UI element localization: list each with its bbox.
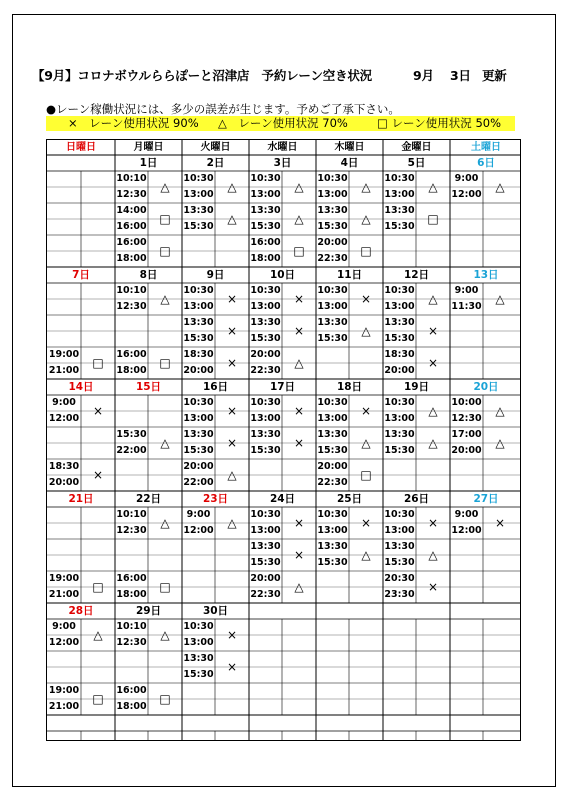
slot-start-time: 20:00 [317,461,348,472]
slot-end-time: 15:30 [250,445,281,456]
day-number: 30日 [202,605,229,617]
slot-start-time: 9:00 [52,621,76,632]
slot-end-time: 15:30 [384,445,415,456]
slot-start-time: 16:00 [116,237,147,248]
availability-mark: × [427,324,439,338]
slot-start-time: 13:30 [183,205,214,216]
slot-start-time: 10:30 [183,621,214,632]
slot-end-time: 15:30 [183,221,214,232]
availability-mark: △ [428,180,438,194]
slot-start-time: 18:30 [48,461,80,472]
availability-mark: △ [160,516,170,530]
slot-start-time: 14:00 [116,205,147,216]
legend-item-50: □ レーン使用状況 50% [377,116,502,130]
slot-start-time: 13:30 [317,541,348,552]
slot-end-time: 20:00 [384,365,415,376]
day-number: 5日 [407,157,426,169]
slot-start-time: 13:30 [183,653,214,664]
slot-end-time: 12:00 [451,189,482,200]
slot-end-time: 20:00 [183,365,214,376]
day-number: 29日 [135,605,162,617]
slot-start-time: 19:00 [48,685,80,696]
slot-end-time: 12:30 [116,525,147,536]
availability-mark: □ [159,580,171,594]
slot-start-time: 10:30 [384,509,415,520]
availability-mark: △ [428,292,438,306]
slot-end-time: 13:00 [183,189,214,200]
day-number: 2日 [206,157,225,169]
slot-start-time: 13:30 [384,205,415,216]
slot-end-time: 15:30 [384,557,415,568]
slot-end-time: 15:30 [384,333,415,344]
slot-start-time: 20:00 [250,349,281,360]
availability-mark: × [293,292,305,306]
slot-start-time: 13:30 [317,205,348,216]
availability-mark: □ [427,212,439,226]
slot-end-time: 22:30 [250,365,281,376]
slot-end-time: 12:00 [48,413,80,424]
availability-mark: △ [227,180,237,194]
slot-end-time: 15:30 [250,557,281,568]
day-number: 8日 [139,269,158,281]
day-number: 18日 [336,381,363,393]
slot-end-time: 15:30 [183,669,214,680]
slot-end-time: 21:00 [48,701,80,712]
slot-start-time: 10:30 [183,173,214,184]
slot-start-time: 9:00 [52,397,76,408]
slot-end-time: 11:30 [451,301,482,312]
slot-end-time: 13:00 [250,189,281,200]
availability-mark: × [293,324,305,338]
slot-end-time: 13:00 [183,413,214,424]
slot-end-time: 22:00 [116,445,147,456]
slot-end-time: 13:00 [384,413,415,424]
slot-start-time: 18:30 [183,349,214,360]
availability-mark: △ [361,324,371,338]
availability-mark: × [293,436,305,450]
slot-start-time: 10:10 [116,285,147,296]
day-number: 6日 [477,157,495,169]
availability-mark: × [226,324,238,338]
slot-end-time: 15:30 [384,221,415,232]
day-number: 1日 [139,157,158,169]
slot-end-time: 13:00 [384,525,415,536]
slot-start-time: 13:30 [317,317,348,328]
slot-end-time: 22:30 [250,589,281,600]
slot-start-time: 10:30 [317,285,348,296]
availability-mark: △ [495,436,505,450]
slot-end-time: 12:00 [451,525,482,536]
slot-end-time: 12:00 [48,637,80,648]
weekday-header: 土曜日 [471,142,501,153]
slot-start-time: 10:30 [250,285,281,296]
day-number: 10日 [269,269,296,281]
slot-end-time: 22:00 [183,477,214,488]
day-number: 27日 [473,493,499,505]
day-number: 25日 [336,493,363,505]
availability-mark: × [427,580,439,594]
slot-end-time: 13:00 [317,525,348,536]
availability-mark: × [427,356,439,370]
slot-start-time: 10:00 [451,397,482,408]
title-store: 【9月】コロナボウルららぽーと沼津店 予約レーン空き状況 [32,68,372,83]
day-number: 9日 [206,269,225,281]
slot-end-time: 13:00 [250,413,281,424]
slot-start-time: 16:00 [250,237,281,248]
availability-mark: △ [495,180,505,194]
availability-mark: △ [361,436,371,450]
availability-mark: □ [159,212,171,226]
availability-mark: × [226,660,238,674]
availability-mark: □ [92,356,104,370]
weekday-header: 火曜日 [200,142,231,153]
availability-mark: × [360,516,372,530]
availability-mark: △ [428,404,438,418]
availability-mark: × [226,404,238,418]
slot-end-time: 20:00 [451,445,482,456]
slot-end-time: 15:30 [250,221,281,232]
availability-mark: □ [293,244,305,258]
slot-start-time: 9:00 [186,509,211,520]
availability-mark: △ [294,356,304,370]
slot-end-time: 15:30 [183,333,214,344]
day-number: 22日 [135,493,162,505]
availability-mark: × [92,468,104,482]
title-day: 3日 [450,68,471,83]
slot-start-time: 13:30 [250,541,281,552]
slot-start-time: 10:30 [317,397,348,408]
availability-mark: □ [360,244,372,258]
day-number: 7日 [72,269,90,281]
slot-end-time: 22:30 [317,253,348,264]
slot-end-time: 23:30 [384,589,415,600]
availability-mark: △ [294,212,304,226]
slot-start-time: 13:30 [250,205,281,216]
legend-item-90: × レーン使用状況 90% [68,116,199,130]
availability-mark: △ [227,468,237,482]
availability-mark: △ [495,292,505,306]
availability-mark: △ [428,436,438,450]
day-number: 13日 [473,269,499,281]
page-title [32,66,507,84]
slot-start-time: 20:00 [250,573,281,584]
day-number: 4日 [340,157,359,169]
day-number: 16日 [202,381,229,393]
availability-mark: × [427,516,439,530]
slot-start-time: 13:30 [183,317,214,328]
slot-end-time: 16:00 [116,221,147,232]
slot-end-time: 18:00 [116,253,147,264]
availability-mark: × [360,404,372,418]
slot-end-time: 13:00 [317,189,348,200]
availability-mark: × [494,516,506,530]
slot-start-time: 13:30 [384,429,415,440]
slot-end-time: 20:00 [48,477,80,488]
notice-text: ●レーン稼働状況には、多少の誤差が生じます。予めご了承下さい。 [46,102,400,116]
weekday-header: 日曜日 [66,142,96,153]
slot-start-time: 13:30 [384,541,415,552]
slot-start-time: 10:10 [116,173,147,184]
slot-start-time: 10:30 [183,397,214,408]
slot-start-time: 20:00 [183,461,214,472]
weekday-header: 木曜日 [334,142,365,153]
slot-start-time: 13:30 [250,429,281,440]
slot-end-time: 13:00 [250,525,281,536]
slot-start-time: 16:00 [116,685,147,696]
slot-start-time: 16:00 [116,573,147,584]
slot-start-time: 19:00 [48,349,80,360]
day-number: 3日 [273,157,292,169]
title-month: 9月 [413,68,434,83]
slot-end-time: 13:00 [317,301,348,312]
day-number: 26日 [403,493,430,505]
slot-end-time: 13:00 [183,301,214,312]
slot-end-time: 18:00 [250,253,281,264]
availability-mark: × [226,356,238,370]
availability-mark: □ [159,356,171,370]
availability-mark: △ [227,212,237,226]
slot-start-time: 10:30 [183,285,214,296]
availability-mark: △ [294,580,304,594]
slot-start-time: 10:30 [250,397,281,408]
slot-end-time: 13:00 [317,413,348,424]
slot-end-time: 15:30 [317,445,348,456]
availability-mark: △ [93,628,103,642]
slot-start-time: 20:30 [384,573,415,584]
availability-mark: △ [227,516,237,530]
calendar-table [46,139,521,741]
slot-start-time: 10:10 [116,621,147,632]
slot-start-time: 10:10 [116,509,147,520]
slot-start-time: 9:00 [454,509,479,520]
availability-mark: □ [360,468,372,482]
slot-end-time: 15:30 [250,333,281,344]
slot-start-time: 18:30 [384,349,415,360]
availability-mark: △ [160,628,170,642]
availability-mark: × [360,292,372,306]
slot-end-time: 12:00 [183,525,214,536]
availability-mark: △ [294,180,304,194]
slot-start-time: 10:30 [384,173,415,184]
slot-start-time: 13:30 [183,429,214,440]
weekday-header: 月曜日 [133,142,164,153]
day-number: 23日 [202,493,229,505]
slot-end-time: 13:00 [384,301,415,312]
day-number: 17日 [269,381,296,393]
slot-end-time: 22:30 [317,477,348,488]
availability-mark: □ [159,244,171,258]
slot-end-time: 12:30 [116,637,147,648]
slot-start-time: 10:30 [250,173,281,184]
day-number: 15日 [135,381,162,393]
slot-start-time: 10:30 [317,173,348,184]
availability-mark: △ [428,548,438,562]
slot-end-time: 21:00 [48,365,80,376]
slot-start-time: 16:00 [116,349,147,360]
availability-mark: × [226,292,238,306]
availability-mark: × [293,548,305,562]
availability-mark: □ [159,692,171,706]
slot-start-time: 10:30 [317,509,348,520]
availability-mark: △ [160,180,170,194]
availability-mark: △ [160,436,170,450]
slot-end-time: 15:30 [317,333,348,344]
slot-start-time: 10:30 [384,285,415,296]
slot-end-time: 15:30 [317,557,348,568]
availability-mark: △ [361,180,371,194]
slot-end-time: 12:30 [451,413,482,424]
slot-end-time: 18:00 [116,701,147,712]
slot-end-time: 15:30 [183,445,214,456]
availability-mark: □ [92,692,104,706]
slot-start-time: 10:30 [384,397,415,408]
day-number: 24日 [269,493,296,505]
day-number: 28日 [68,605,94,617]
slot-start-time: 9:00 [454,285,479,296]
day-number: 21日 [68,493,94,505]
slot-start-time: 13:30 [384,317,415,328]
weekday-header: 金曜日 [401,142,432,153]
slot-start-time: 15:30 [116,429,147,440]
availability-mark: △ [160,292,170,306]
slot-end-time: 18:00 [116,365,147,376]
slot-end-time: 13:00 [250,301,281,312]
slot-start-time: 13:30 [317,429,348,440]
title-updated: 更新 [482,68,507,83]
availability-mark: △ [361,548,371,562]
availability-mark: × [293,516,305,530]
day-number: 14日 [68,381,94,393]
availability-mark: × [293,404,305,418]
slot-start-time: 13:30 [250,317,281,328]
day-number: 20日 [473,381,499,393]
availability-mark: × [226,436,238,450]
availability-mark: △ [361,212,371,226]
day-number: 11日 [336,269,363,281]
slot-start-time: 17:00 [451,429,482,440]
legend-item-70: △ レーン使用状況 70% [218,116,348,130]
legend-bar [46,116,515,131]
slot-start-time: 19:00 [48,573,80,584]
slot-end-time: 15:30 [317,221,348,232]
slot-end-time: 13:00 [384,189,415,200]
availability-mark: × [92,404,104,418]
slot-start-time: 10:30 [250,509,281,520]
day-number: 19日 [403,381,430,393]
slot-end-time: 12:30 [116,301,147,312]
slot-start-time: 20:00 [317,237,348,248]
slot-start-time: 9:00 [454,173,479,184]
availability-mark: □ [92,580,104,594]
day-number: 12日 [403,269,430,281]
slot-end-time: 13:00 [183,637,214,648]
slot-end-time: 12:30 [116,189,147,200]
weekday-header: 水曜日 [267,142,298,153]
availability-mark: × [226,628,238,642]
slot-end-time: 21:00 [48,589,80,600]
availability-mark: △ [495,404,505,418]
slot-end-time: 18:00 [116,589,147,600]
